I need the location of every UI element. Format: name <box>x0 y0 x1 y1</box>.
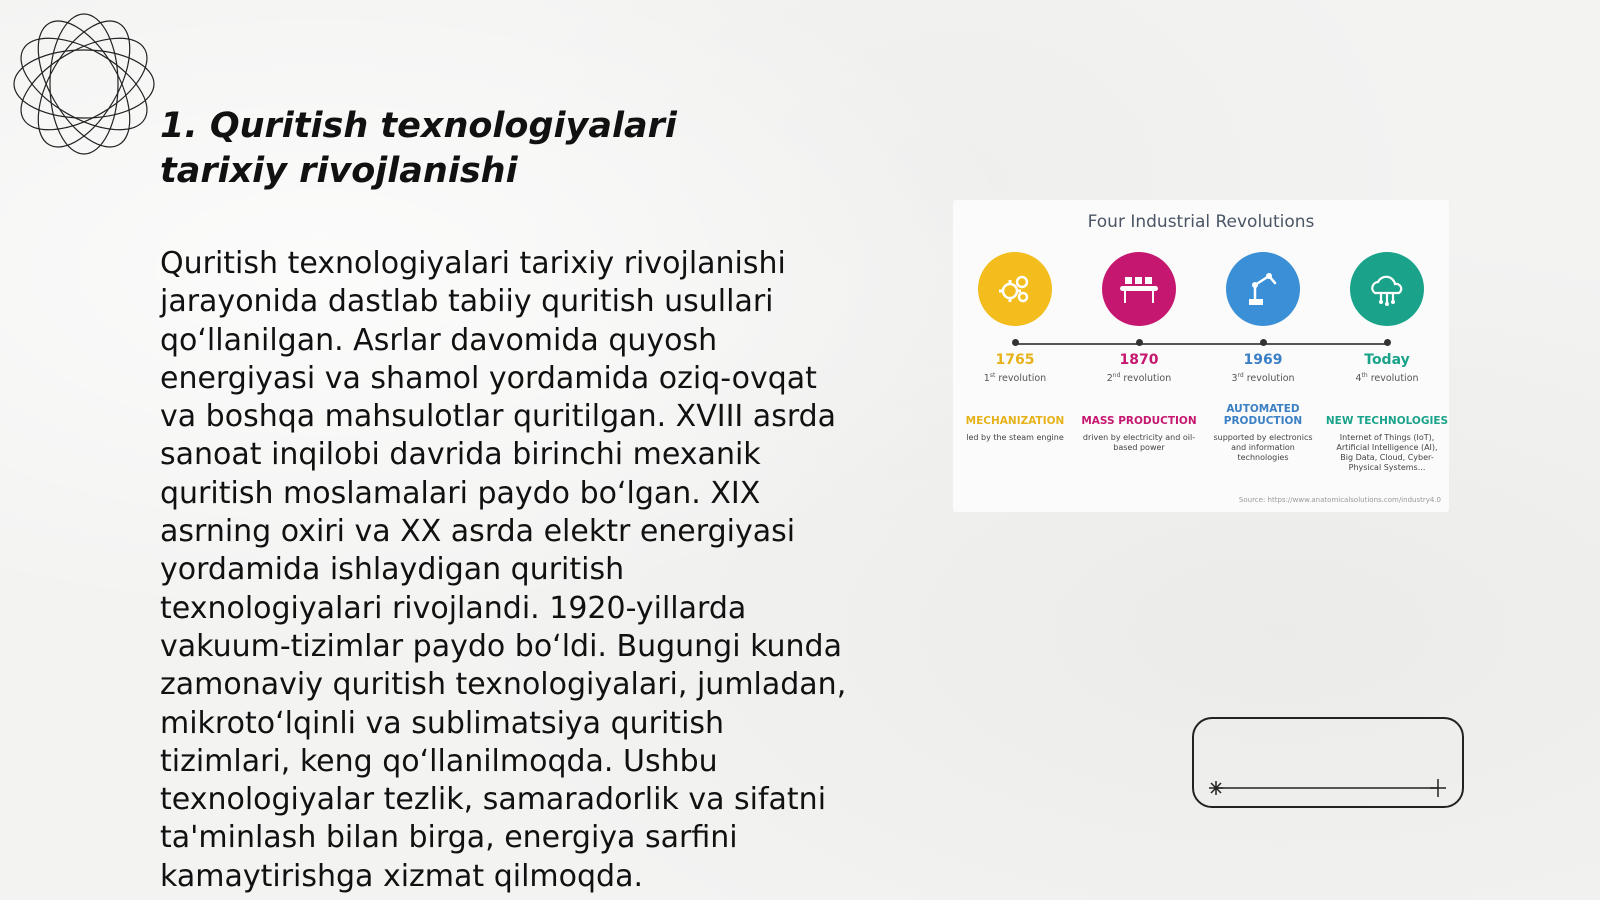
revolution-ordinal: 2nd revolution <box>1106 372 1172 385</box>
cloud-icon <box>1350 252 1424 326</box>
gears-icon <box>978 252 1052 326</box>
revolution-item <box>1325 252 1449 473</box>
timeline-dot <box>1260 339 1267 346</box>
revolution-heading: MECHANIZATION <box>965 415 1065 428</box>
revolution-description: led by the steam engine <box>966 433 1064 443</box>
revolution-description: supported by electronics and information technologies <box>1213 433 1313 463</box>
timeline-dot <box>1012 339 1019 346</box>
revolution-year: 1969 <box>1243 352 1283 368</box>
revolution-description: driven by electricity and oil-based power <box>1082 433 1196 453</box>
timeline-dot <box>1136 339 1143 346</box>
revolution-heading: NEW TECHNOLOGIES <box>1325 415 1449 428</box>
decorative-orb-icon <box>10 10 158 158</box>
revolution-year: 1765 <box>995 352 1035 368</box>
revolution-ordinal: 4th revolution <box>1355 372 1419 385</box>
slide-title: 1. Quritish texnologiyalari tarixiy rivojlanishi <box>160 106 677 191</box>
revolution-item <box>953 252 1077 443</box>
robot-arm-icon <box>1226 252 1300 326</box>
revolution-ordinal: 1st revolution <box>983 372 1047 385</box>
conveyor-icon <box>1102 252 1176 326</box>
infographic-source: Source: https://www.anatomicalsolutions.com/industry4.0 <box>1238 496 1441 504</box>
revolution-item <box>1201 252 1325 463</box>
timeline-dot <box>1384 339 1391 346</box>
industrial-revolutions-infographic <box>953 200 1449 512</box>
revolution-heading: MASS PRODUCTION <box>1081 415 1197 428</box>
revolution-year: Today <box>1364 352 1410 368</box>
infographic-title: Four Industrial Revolutions <box>1087 212 1315 232</box>
revolution-heading: AUTOMATED PRODUCTION <box>1223 403 1303 428</box>
revolution-item <box>1077 252 1201 453</box>
revolution-ordinal: 3rd revolution <box>1231 372 1295 385</box>
slide-body-text: Quritish texnologiyalari tarixiy rivojlanishi jarayonida dastlab tabiiy quritish usullari qo‘llanilgan. Asrlar davomida quyosh energiyasi va shamol yordamida oziq-ovqat va boshqa mahsulotlar quritilgan. XVIII asrda sanoat inqilobi davrida birinchi mexanik quritish moslamalari paydo bo‘lgan. XIX asrning oxiri va XX asrda elektr energiyasi yordamida ishlaydigan quritish texnologiyalari rivojlandi. 1920-yillarda vakuum-tizimlar paydo bo‘ldi. Bugungi kunda zamonaviy quritish texnologiyalari, jumladan, mikroto‘lqinli va sublimatsiya quritish tizimlari, keng qo‘llanilmoqda. Ushbu texnologiyalar tezlik, samaradorlik va sifatni ta'minlash bilan birga, energiya sarfini kamaytirishga xizmat qilmoqda. <box>160 246 847 894</box>
revolution-description: Internet of Things (IoT), Artificial Intelligence (AI), Big Data, Cloud, Cyber-Physical Systems... <box>1336 433 1438 473</box>
decorative-line-icon <box>1194 719 1462 806</box>
decorative-frame <box>1192 717 1464 808</box>
revolution-year: 1870 <box>1119 352 1159 368</box>
